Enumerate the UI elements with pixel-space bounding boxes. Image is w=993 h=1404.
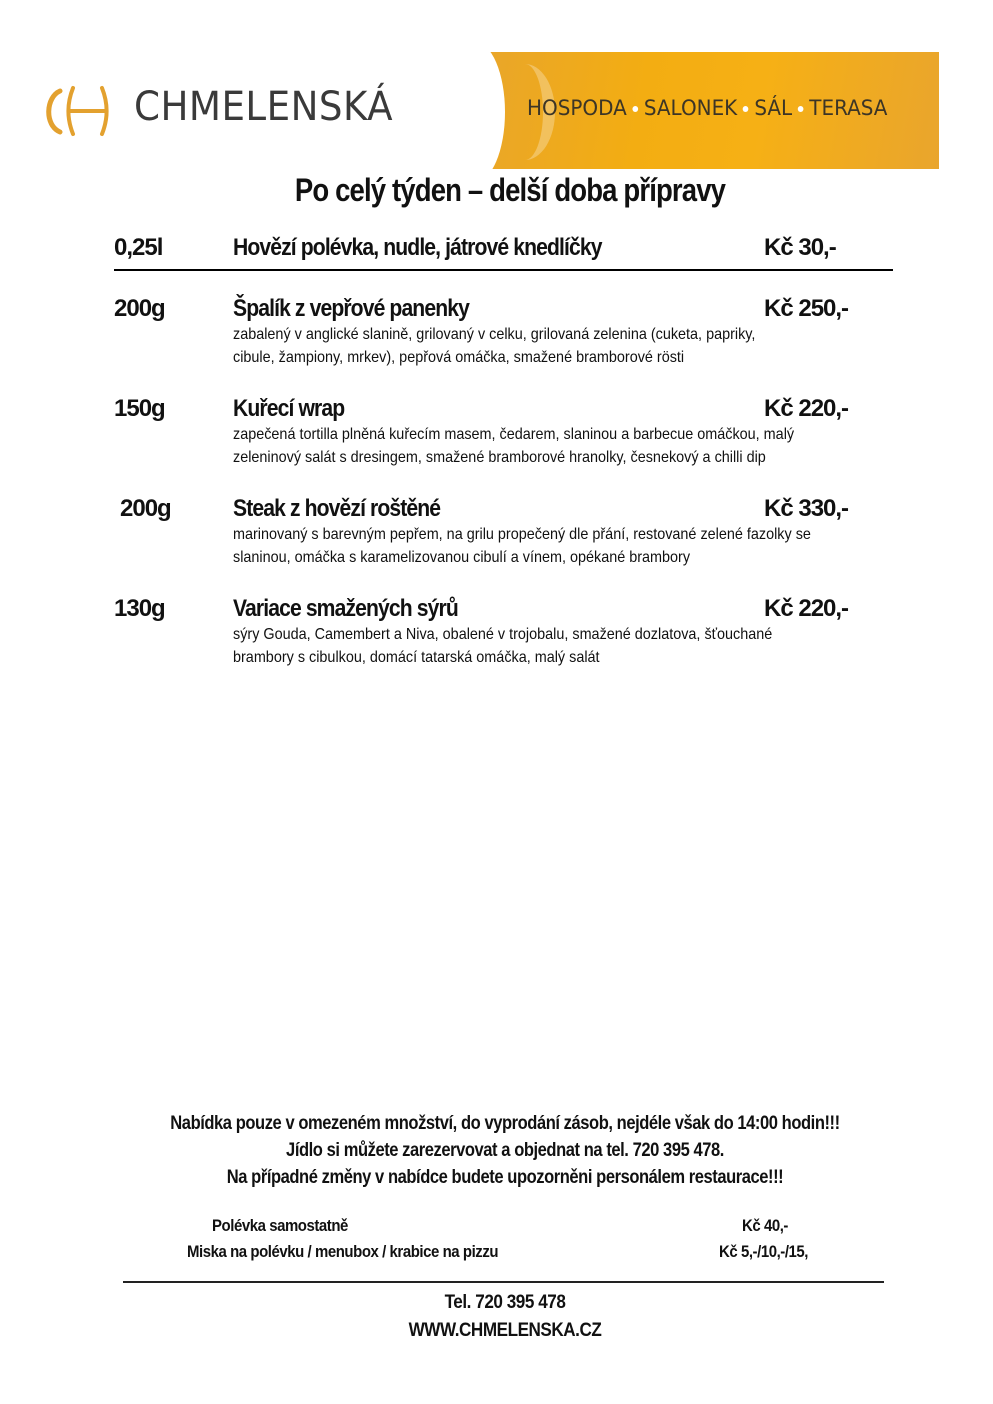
bullet-dot-icon bbox=[743, 106, 749, 112]
extra-label: Polévka samostatně bbox=[212, 1216, 348, 1235]
dish-description bbox=[233, 423, 863, 469]
description-line: zabalený v anglické slanině, grilovaný v celku, grilovaná zelenina (cuketa, papriky, bbox=[233, 326, 756, 343]
dish-price: Kč 250,- bbox=[764, 295, 849, 322]
extra-label: Miska na polévku / menubox / krabice na pizzu bbox=[187, 1242, 499, 1261]
dish-description bbox=[233, 323, 863, 369]
extra-price: Kč 40,- bbox=[742, 1216, 788, 1235]
description-line: zapečená tortilla plněná kuřecím masem, čedarem, slaninou a barbecue omáčkou, malý bbox=[233, 426, 795, 443]
extra-price: Kč 5,-/10,-/15, bbox=[719, 1242, 809, 1261]
dish-qty: 200g bbox=[120, 495, 171, 522]
header-banner bbox=[485, 52, 939, 169]
dish-price: Kč 220,- bbox=[764, 595, 849, 622]
dish-description bbox=[233, 623, 863, 669]
bullet-dot-icon bbox=[798, 106, 804, 112]
description-line: brambory s cibulkou, domácí tatarská omáčka, malý salát bbox=[233, 649, 600, 666]
dish-name: Steak z hovězí roštěné bbox=[233, 495, 441, 522]
dish-qty: 200g bbox=[114, 295, 165, 322]
soup-name: Hovězí polévka, nudle, játrové knedlíčky bbox=[233, 234, 602, 261]
bullet-dot-icon bbox=[632, 106, 638, 112]
dish-qty: 130g bbox=[114, 595, 165, 622]
description-line: marinovaný s barevným pepřem, na grilu propečený dle přání, restované zelené fazolky se bbox=[233, 526, 811, 543]
menu-title: Po celý týden – delší doba přípravy bbox=[294, 172, 726, 208]
soup-price: Kč 30,- bbox=[764, 234, 836, 261]
dish-name: Špalík z vepřové panenky bbox=[233, 295, 469, 322]
divider-line bbox=[123, 1281, 884, 1283]
notice-block bbox=[66, 1110, 945, 1191]
notice-line: Jídlo si můžete zarezervovat a objednat na tel. 720 395 478. bbox=[286, 1140, 724, 1161]
dish-name: Kuřecí wrap bbox=[233, 395, 345, 422]
dish-price: Kč 220,- bbox=[764, 395, 849, 422]
footer-website[interactable]: WWW.CHMELENSKA.CZ bbox=[408, 1320, 602, 1341]
banner-item: SÁL bbox=[754, 96, 793, 120]
soup-qty: 0,25l bbox=[114, 234, 163, 261]
ch-monogram-icon bbox=[40, 85, 120, 137]
banner-item: HOSPODA bbox=[527, 96, 627, 120]
notice-line: Na případné změny v nabídce budete upozorněni personálem restaurace!!! bbox=[226, 1167, 784, 1188]
logo-text: CHMELENSKÁ bbox=[134, 84, 394, 130]
divider-line bbox=[114, 269, 893, 271]
description-line: zeleninový salát s dresingem, smažené bramborové hranolky, česnekový a chilli dip bbox=[233, 449, 766, 466]
dish-qty: 150g bbox=[114, 395, 165, 422]
description-line: cibule, žampiony, mrkev), pepřová omáčka, smažené bramborové rösti bbox=[233, 349, 685, 366]
footer-phone: Tel. 720 395 478 bbox=[444, 1292, 566, 1313]
banner-item: TERASA bbox=[809, 96, 888, 120]
description-line: slaninou, omáčka s karamelizovanou cibulí a vínem, opékané brambory bbox=[233, 549, 691, 566]
dish-description bbox=[233, 523, 863, 569]
description-line: sýry Gouda, Camembert a Niva, obalené v trojobalu, smažené dozlatova, šťouchané bbox=[233, 626, 773, 643]
dish-price: Kč 330,- bbox=[764, 495, 849, 522]
notice-line: Nabídka pouze v omezeném množství, do vyprodání zásob, nejdéle však do 14:00 hodin!!! bbox=[170, 1113, 840, 1134]
banner-item: SALONEK bbox=[643, 96, 738, 120]
dish-name: Variace smažených sýrů bbox=[233, 595, 458, 622]
banner-venue-list bbox=[527, 96, 887, 120]
